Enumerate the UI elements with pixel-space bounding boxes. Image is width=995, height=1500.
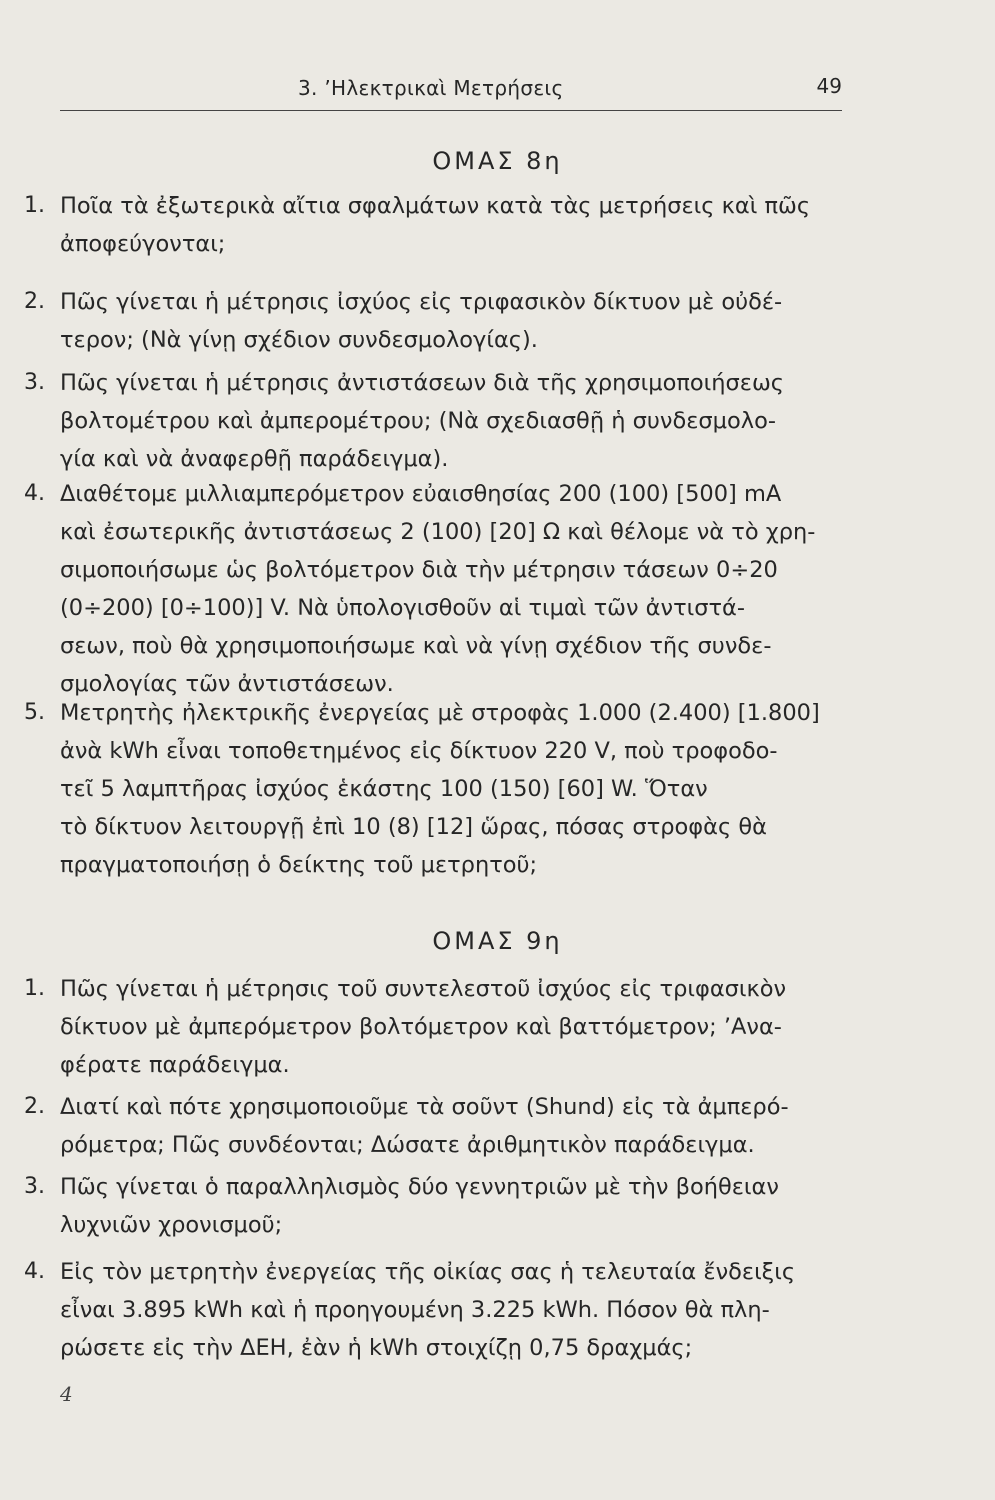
question-line: ἀποφεύγονται; bbox=[60, 231, 226, 257]
group-9-question-2 bbox=[24, 1088, 855, 1164]
group-9-question-3 bbox=[24, 1168, 855, 1244]
group-8-title: ΟΜΑΣ 8η bbox=[432, 147, 563, 175]
question-line: τεῖ 5 λαμπτῆρας ἰσχύος ἑκάστης 100 (150) [60] W. Ὅταν bbox=[60, 776, 708, 802]
group-8-question-2 bbox=[24, 283, 855, 359]
group-8-question-4 bbox=[24, 475, 855, 703]
question-line: δίκτυον μὲ ἀμπερόμετρον βολτόμετρον καὶ βαττόμετρον; ’Ανα- bbox=[60, 1014, 782, 1040]
question-line: Μετρητὴς ἠλεκτρικῆς ἐνεργείας μὲ στροφὰς 1.000 (2.400) [1.800] bbox=[60, 700, 820, 726]
question-line: Πῶς γίνεται ὁ παραλληλισμὸς δύο γεννητριῶν μὲ τὴν βοήθειαν bbox=[60, 1174, 779, 1200]
question-line: τερον; (Νὰ γίνῃ σχέδιον συνδεσμολογίας). bbox=[60, 327, 538, 353]
group-9-question-4 bbox=[24, 1253, 855, 1367]
question-line: Πῶς γίνεται ἡ μέτρησις ἰσχύος εἰς τριφασικὸν δίκτυον μὲ οὐδέ- bbox=[60, 289, 783, 315]
question-line: (0÷200) [0÷100)] V. Νὰ ὑπολογισθοῦν αἱ τιμαὶ τῶν ἀντιστά- bbox=[60, 595, 745, 621]
question-line: Ποῖα τὰ ἐξωτερικὰ αἴτια σφαλμάτων κατὰ τὰς μετρήσεις καὶ πῶς bbox=[60, 193, 811, 219]
group-8-question-5 bbox=[24, 694, 855, 884]
question-line: Εἰς τὸν μετρητὴν ἐνεργείας τῆς οἰκίας σας ἡ τελευταία ἔνδειξις bbox=[60, 1259, 796, 1285]
question-number: 5. bbox=[24, 700, 45, 725]
question-number: 1. bbox=[24, 193, 45, 218]
question-line: ρώσετε εἰς τὴν ΔΕΗ, ἐὰν ἡ kWh στοιχίζῃ 0,75 δραχμάς; bbox=[60, 1335, 693, 1361]
group-9-question-1 bbox=[24, 970, 855, 1084]
question-line: Διατί καὶ πότε χρησιμοποιοῦμε τὰ σοῦντ (Shund) εἰς τὰ ἀμπερό- bbox=[60, 1094, 789, 1120]
question-number: 2. bbox=[24, 1094, 45, 1119]
chapter-title: 3. ’Ηλεκτρικαὶ Μετρήσεις bbox=[298, 76, 564, 100]
group-8-question-3 bbox=[24, 364, 855, 478]
question-line: σμολογίας τῶν ἀντιστάσεων. bbox=[60, 671, 394, 697]
question-number: 3. bbox=[24, 1174, 45, 1199]
question-line: πραγματοποιήσῃ ὁ δείκτης τοῦ μετρητοῦ; bbox=[60, 852, 538, 878]
question-line: σιμοποιήσωμε ὡς βολτόμετρον διὰ τὴν μέτρησιν τάσεων 0÷20 bbox=[60, 557, 778, 583]
question-line: Πῶς γίνεται ἡ μέτρησις ἀντιστάσεων διὰ τῆς χρησιμοποιήσεως bbox=[60, 370, 784, 396]
question-line: εἶναι 3.895 kWh καὶ ἡ προηγουμένη 3.225 kWh. Πόσον θὰ πλη- bbox=[60, 1297, 770, 1323]
question-line: φέρατε παράδειγμα. bbox=[60, 1052, 290, 1078]
question-line: γία καὶ νὰ ἀναφερθῇ παράδειγμα). bbox=[60, 446, 449, 472]
question-number: 4. bbox=[24, 481, 45, 506]
question-line: ἀνὰ kWh εἶναι τοποθετημένος εἰς δίκτυον 220 V, ποὺ τροφοδο- bbox=[60, 738, 778, 764]
question-number: 1. bbox=[24, 976, 45, 1001]
question-line: τὸ δίκτυον λειτουργῇ ἐπὶ 10 (8) [12] ὥρας, πόσας στροφὰς θὰ bbox=[60, 814, 767, 840]
page-number: 49 bbox=[816, 74, 842, 98]
question-number: 4. bbox=[24, 1259, 45, 1284]
signature-mark: 4 bbox=[60, 1382, 73, 1406]
question-line: λυχνιῶν χρονισμοῦ; bbox=[60, 1212, 283, 1238]
question-line: Πῶς γίνεται ἡ μέτρησις τοῦ συντελεστοῦ ἰσχύος εἰς τριφασικὸν bbox=[60, 976, 787, 1002]
question-line: βολτομέτρου καὶ ἀμπερομέτρου; (Νὰ σχεδιασθῇ ἡ συνδεσμολο- bbox=[60, 408, 776, 434]
group-8-question-1 bbox=[24, 187, 855, 263]
question-line: καὶ ἐσωτερικῆς ἀντιστάσεως 2 (100) [20] Ω καὶ θέλομε νὰ τὸ χρη- bbox=[60, 519, 816, 545]
question-line: Διαθέτομε μιλλιαμπερόμετρον εὐαισθησίας 200 (100) [500] mA bbox=[60, 481, 782, 507]
group-9-title: ΟΜΑΣ 9η bbox=[432, 927, 563, 955]
question-line: ρόμετρα; Πῶς συνδέονται; Δώσατε ἀριθμητικὸν παράδειγμα. bbox=[60, 1132, 755, 1158]
running-header bbox=[60, 74, 842, 111]
question-line: σεων, ποὺ θὰ χρησιμοποιήσωμε καὶ νὰ γίνῃ σχέδιον τῆς συνδε- bbox=[60, 633, 772, 659]
question-number: 3. bbox=[24, 370, 45, 395]
question-number: 2. bbox=[24, 289, 45, 314]
